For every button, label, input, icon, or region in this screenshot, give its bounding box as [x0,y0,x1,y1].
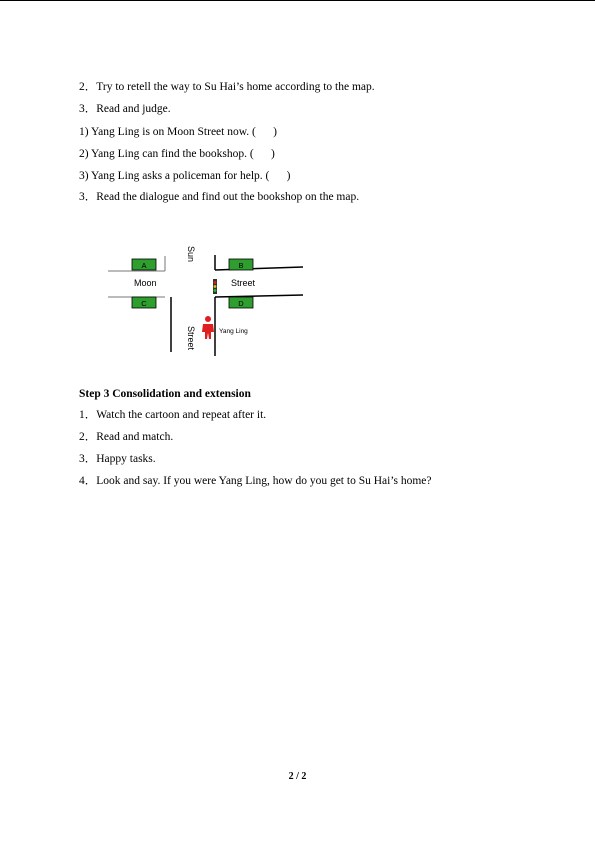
traffic-light-icon [213,279,217,294]
judge-item-3: 3) Yang Ling asks a policeman for help. ( ) [79,170,291,182]
task-retell: 2．Try to retell the way to Su Hai’s home according to the map. [79,81,375,93]
step3-item-3: 3．Happy tasks. [79,453,156,465]
step3-item-4: 4．Look and say. If you were Yang Ling, how do you get to Su Hai’s home? [79,475,432,487]
top-rule [0,0,595,1]
sun-label: Sun [186,246,196,263]
person-icon [202,316,214,339]
street-east-label: Street [231,278,256,288]
person-label: Yang Ling [219,328,248,335]
page-number: 2 / 2 [288,771,307,782]
block-b-label: B [238,261,244,270]
block-a-label: A [141,261,147,270]
task-read-judge: 3．Read and judge. [79,103,171,115]
street-east-south-edge [215,295,303,297]
task-find-bookshop: 3．Read the dialogue and find out the bookshop on the map. [79,191,360,203]
step3-heading: Step 3 Consolidation and extension [79,388,251,400]
street-south-label: Street [186,326,196,351]
moon-label: Moon [134,278,157,288]
street-map [105,238,305,358]
step3-item-1: 1．Watch the cartoon and repeat after it. [79,409,267,421]
block-d-label: D [238,299,244,308]
street-east-north-edge [215,267,303,270]
block-c-label: C [141,299,147,308]
judge-item-2: 2) Yang Ling can find the bookshop. ( ) [79,148,275,160]
judge-item-1: 1) Yang Ling is on Moon Street now. ( ) [79,126,277,138]
step3-item-2: 2．Read and match. [79,431,174,443]
